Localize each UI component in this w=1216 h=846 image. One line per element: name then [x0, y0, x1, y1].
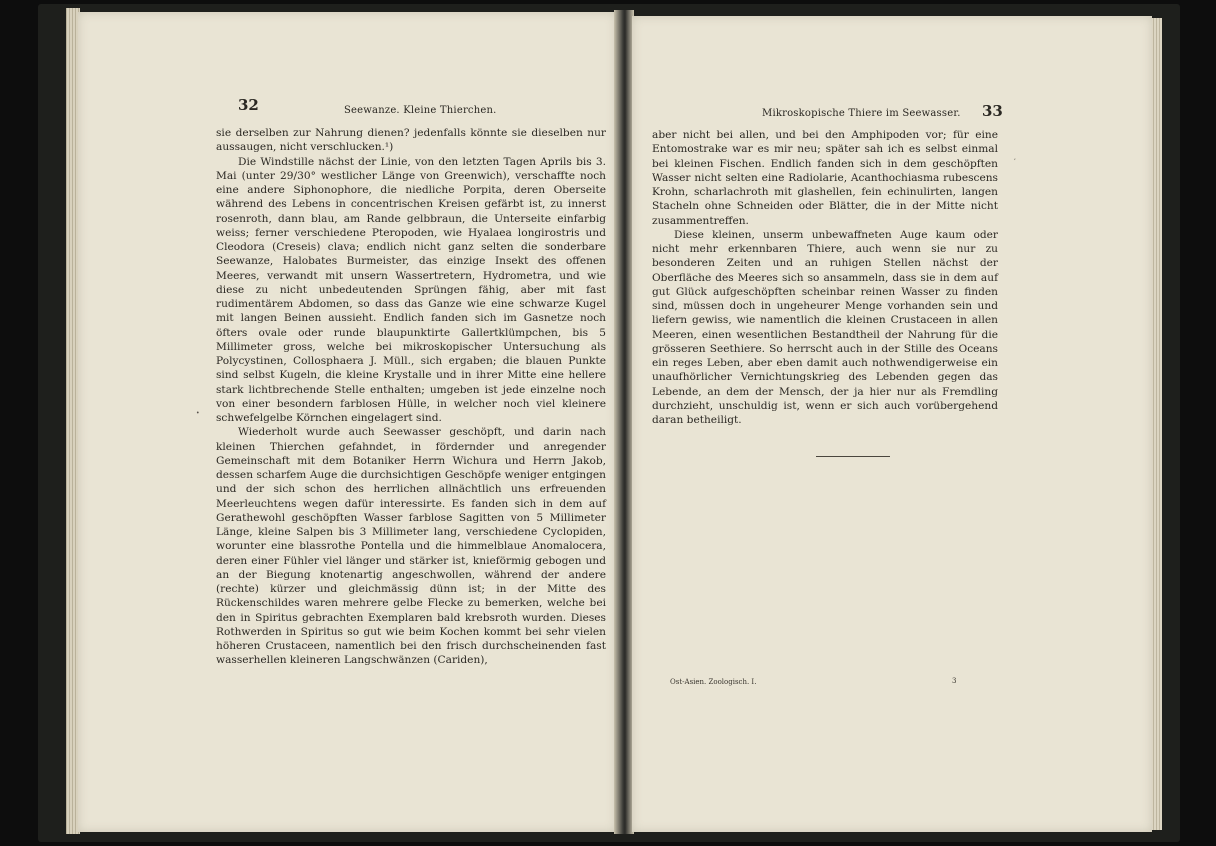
footer-signature: Ost-Asien. Zoologisch. I. — [670, 678, 757, 686]
paragraph: aber nicht bei allen, und bei den Amphipoden vor; für eine Entomostrake war es mir neu; später sah ich es selbst einmal bei kleinen Fischen. Endlich fanden sich in dem geschöpften Wasser nicht selten eine Radiolarie, Acanthochiasma rubescens Krohn, scharlachroth mit glashellen, fein echinulirten, langen Stacheln ohne Schneiden oder Blätter, die in der Mitte nicht zusammentreffen. — [652, 129, 998, 227]
right-page-number: 33 — [982, 102, 1003, 120]
paragraph: Diese kleinen, unserm unbewaffneten Auge kaum oder nicht mehr erkennbaren Thiere, auch wenn sie nur zu besonderen Zeiten und an ruhigen Stellen nächst der Oberfläche des Meeres sich so ansammeln, dass sie in dem auf gut Glück aufgeschöpften scheinbar reinen Wasser zu finden sind, müssen doch in ungeheurer Menge vorhanden sein und liefern gewiss, wie namentlich die kleinen Crustaceen in allen Meeren, einen wesentlichen Bestandtheil der Nahrung für die grösseren Seethiere. So herrscht auch in der Stille des Oceans ein reges Leben, aber eben damit auch nothwendigerweise ein unaufhörlicher Vernichtungskrieg des Lebenden gegen das Lebende, an dem der Mensch, der ja hier nur als Fremdling durchzieht, unschuldig ist, wenn er sich auch vorübergehend daran betheiligt. — [652, 228, 998, 426]
book-gutter — [614, 10, 634, 834]
paragraph: Die Windstille nächst der Linie, von den letzten Tagen Aprils bis 3. Mai (unter 29/30° westlicher Länge von Greenwich), verschaffte noch eine andere Siphonophore, die niedliche Porpita, deren Oberseite während des Lebens in concentrischen Kreisen gefärbt ist, zu innerst rosenroth, dann blau, am Rande gelbbraun, die Unterseite einfarbig weiss; ferner verschiedene Pteropoden, wie Hyalaea longirostris und Cleodora (Creseis) clava; endlich nicht ganz selten die sonderbare Seewanze, Halobates Burmeister, das einzige Insekt des offenen Meeres, verwandt mit unsern Wassertretern, Hydrometra, und wie diese zu nicht unbedeutenden Sprüngen fähig, aber mit fast rudimentärem Abdomen, so dass das Ganze wie eine schwarze Kugel mit langen Beinen aussieht. Endlich fanden sich im Gasnetze noch öfters ovale oder runde blaupunktirte Gallertklümpchen, bis 5 Millimeter gross, welche bei mikroskopischer Untersuchung als Polycystinen, Collosphaera J. Müll., sich ergaben; die blauen Punkte sind selbst Kugeln, die kleine Krystalle und in ihrer Mitte eine hellere stark lichtbrechende Stelle enthalten; umgeben ist jede einzelne noch von einer besondern farblosen Hülle, in welcher noch viel kleinere schwefelgelbe Körnchen eingelagert sind. — [216, 155, 606, 424]
left-running-head: Seewanze. Kleine Thierchen. — [344, 105, 497, 116]
right-page — [632, 16, 1152, 832]
paragraph: sie derselben zur Nahrung dienen? jedenfalls könnte sie dieselben nur aussaugen, nicht verschlucken.¹) — [216, 127, 606, 154]
stray-mark: • — [196, 410, 200, 417]
left-page-body — [216, 126, 606, 668]
left-page-number: 32 — [238, 96, 259, 114]
paragraph: Wiederholt wurde auch Seewasser geschöpft, und darin nach kleinen Thierchen gefahndet, in fördernder und anregender Gemeinschaft mit dem Botaniker Herrn Wichura und Herrn Jakob, dessen scharfem Auge die durchsichtigen Geschöpfe weniger entgingen und der sich schon des herrlichen allnächtlich uns erfreuenden Meerleuchtens wegen dafür interessirte. Es fanden sich in dem auf Gerathewohl geschöpften Wasser farblose Sagitten von 5 Millimeter Länge, kleine Salpen bis 3 Millimeter lang, verschiedene Cyclopiden, worunter eine blassrothe Pontella und die himmelblaue Anomalocera, deren einer Fühler viel länger und stärker ist, knieförmig gebogen und an der Biegung knotenartig angeschwollen, während der andere (rechte) kürzer und gleichmässig dünn ist; in der Mitte des Rückenschildes waren mehrere gelbe Flecke zu bemerken, welche bei den in Spiritus gebrachten Exemplaren bald krebsroth wurden. Dieses Rothwerden in Spiritus so gut wie beim Kochen kommt bei sehr vielen höheren Crustaceen, namentlich bei den frisch durchscheinenden fast wasserhellen kleineren Langschwänzen (Cariden), — [216, 426, 606, 667]
left-page — [78, 12, 616, 832]
section-rule — [816, 456, 890, 457]
right-page-body — [652, 128, 998, 427]
footer-sheet-number: 3 — [952, 677, 957, 685]
stray-mark: , — [1014, 154, 1016, 161]
right-running-head: Mikroskopische Thiere im Seewasser. — [762, 108, 961, 119]
